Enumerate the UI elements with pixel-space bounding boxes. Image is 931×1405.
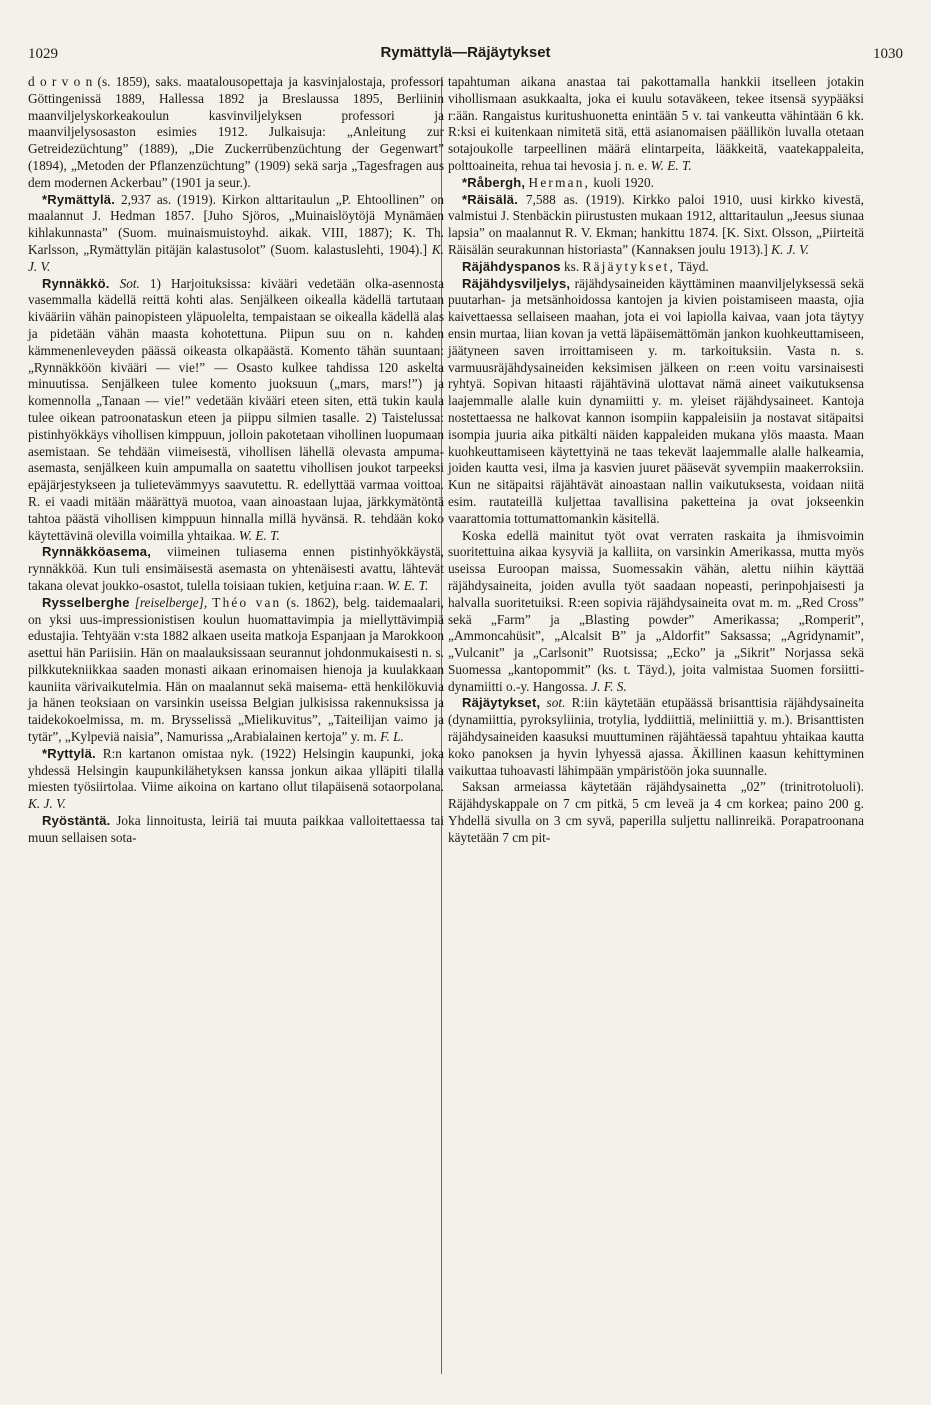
page-number-left: 1029 bbox=[28, 46, 58, 62]
entry-paragraph: Saksan armeiassa käytetään räjähdysainetta „02” (trinitrotoluoli). Räjähdyskappale on 7 cm pitkä, 5 cm leveä ja 4 cm korkea; paino 200 g. Yhdellä sivulla on 3 cm syvä, paperilla suljettu nallinreikä. Porapatroonana käytetään 7 cm pit- bbox=[448, 779, 864, 845]
entry-rynnakko: Rynnäkkö. Sot. 1) Harjoituksissa: kivääri vedetään olka-asennosta vasemmalla kädellä reittä kohti alas. Senjälkeen oikealla kädellä tartutaan kivääriin vähän painopisteen yläpuolelta, tempaistaan se oikealla kädellä alas ja pidetään vähän maasta kohotettuna. Piipun suu on n. kahden kämmenenleveyden päässä oikeasta olkapäästä. Komento tähän suuntaan: „Rynnäkköön kivääri — vie!” — Osasto kulkee tahdissa 120 askelta minuutissa. Senjälkeen tulee komento juoksuun („mars, mars!”) ja komennolla „Tanaan — vie!” vedetään kivääri eteen siten, että tukin kaula tulee oikean patroonataskun eteen ja piippu silmien tasalle. 2) Taistelussa: pistinhyökkäys vihollisen kimppuun, jolloin pakotetaan vihollinen luopumaan asemistaan. Se tehdään viimeisestä, vihollisen lähellä olevasta ampuma-asemasta, senjälkeen kuin ampumalla on saatettu vihollisen joukot tarpeeksi epäjärjestykseen ja tulietevämmyys saavutettu. R. edellyttää varmaa voittoa. R. ei vaadi mitään määrättyä muotoa, vaan ainoastaan lujaa, järkkymätöntä tahtoa päästä vihollisen kimppuun hinnalla millä hyvänsä. R. tehdään koko käytettävinä olevilla voimilla yhtaikaa. W. E. T. bbox=[28, 275, 444, 543]
entry-continuation: d o r v o n (s. 1859), saks. maatalousopettaja ja kasvinjalostaja, professori Göttingenissä 1889, Hallessa 1892 ja Breslaussa 1895, Berliinin maanviljelyskorkeakoulun kasvinviljelyksen professori ja maanviljelysosaston esimies 1912. Julkaisuja: „Anleitung zur Getreidezüchtung” (1889), „Die Zuckerrübenzüchtung der Gegenwart” (1894), „Metoden der Pflanzenzüchtung” (1909) sekä sarja „Tagesfragen aus dem modernen Ackerbau” (1901 ja seur.). bbox=[28, 74, 444, 190]
entry-headword: *Rymättylä. bbox=[42, 191, 116, 207]
author-signature: K. J. V. bbox=[28, 796, 66, 812]
entry-rysselberghe: Rysselberghe [reiselberge], Théo van (s. 1862), belg. taidemaalari, on yksi uus-impressionistisen koulun huomattavimpia ja miellyttävimpiä edustajia. Tehtyään v:sta 1882 alkaen useita matkoja Espanjaan ja Marokkoon asettui hän Pariisiin. Hän on maalauksissaan seurannut johdonmukaisesti n. s. pilkkutekniikkaa saaden monasti aikaan erinomaisen hienoja ja kuulakkaan kauniita värivaikutelmia. Hän on maalannut sekä maisema- että henkilökuvia ja hänen teoksiaan on varsinkin useissa Belgian julkisissa rakennuksissa ja taidekokoelmissa, m. m. Brysselissä „Mielikuvitus”, „Taiteilijan vaimo ja tytär”, „Kylpeviä naisia”, Namurissa „Arabialainen kertoja” y. m. F. L. bbox=[28, 594, 445, 745]
entry-headword: *Ryttylä. bbox=[42, 745, 96, 761]
entry-raisala: *Räisälä. 7,588 as. (1919). Kirkko paloi 1910, uusi kirkko kivestä, valmistui J. Stenbäckin piirustusten mukaan 1912, alttaritaulun „Jeesus siunaa lapsia” on maalannut R. V. Ekman; hankittu 1874. [K. Sixt. Olsson, „Piirteitä Räisälän seurakunnan historiasta” (Kannaksen joulu 1913).] K. J. V. bbox=[448, 191, 864, 257]
entry-continuation: tapahtuman aikana anastaa tai pakottamalla hankkii itselleen jotakin vihollismaan asukkaalta, joka ei kuulu sotaväkeen, tekee itsensä syypääksi r:ään. Rangaistus kuritushuonetta enintään 5 v. tai vankeutta vähintään 6 kk. R:ksi ei kuitenkaan nimitetä sitä, että asianomaisen päällikön luvalla otetaan sotajoukolle tarpeellinen määrä elintarpeita, lääkkeitä, vaatekappaleita, polttoaineita, rehua tai hevosia j. n. e. W. E. T. bbox=[448, 74, 864, 173]
entry-headword: Räjäytykset, bbox=[462, 695, 541, 711]
author-signature: W. E. T. bbox=[387, 577, 429, 593]
entry-paragraph: Koska edellä mainitut työt ovat verraten raskaita ja ihmisvoimin suoritettuina aikaa kysyviä ja kalliita, on varsinkin Amerikassa, mutta myös useissa Euroopan maissa, Suomessakin vähän, alettu niihin käyttää räjähdysaineita, joiden avulla työt saadaan nopeasti, perinpohjaisesti ja halvalla suoritetuiksi. R:een sopivia räjähdysaineita ovat m. m. „Red Cross” sekä „Farm” ja „Blasting powder” Amerikassa; „Romperit”, „Ammoncahüsit”, „Alcalsit B” ja „Aldorfit” Saksassa; „Agridynamit”, „Vulcanit” ja „Carlsonit” Ruotsissa; „Ecko” ja „Sikrit” Norjassa sekä Suomessa „kantopommit” (ks. t. Täyd.), joita valmistaa Suomen forsiitti-dynamiitti o.-y. Hangossa. J. F. S. bbox=[448, 527, 864, 694]
entry-rajahdyspanos: Räjähdyspanos ks. Räjäytykset, Täyd. bbox=[462, 258, 709, 274]
left-column bbox=[28, 74, 444, 847]
author-signature: W. E. T. bbox=[650, 157, 692, 173]
entry-headword: Rysselberghe bbox=[42, 594, 130, 610]
entry-rabergh: *Råbergh, Herman, kuoli 1920. bbox=[462, 174, 654, 190]
entry-ryttyla: *Ryttylä. R:n kartanon omistaa nyk. (1922) Helsingin kaupunki, joka yhdessä Helsingin kaupunkilähetyksen kanssa jonkun aikaa ylläpiti tilalla miesten työsiirtolaa. Viime aikoina on kartano ollut tilapäisenä sotaorpolana. K. J. V. bbox=[28, 745, 444, 812]
author-signature: K. J. V. bbox=[771, 241, 809, 257]
entry-headword: Räjähdysviljelys, bbox=[462, 275, 571, 291]
page-header bbox=[28, 40, 903, 70]
entry-headword: *Räisälä. bbox=[462, 191, 519, 207]
author-signature: K. J. V. bbox=[28, 241, 445, 274]
author-signature: W. E. T. bbox=[238, 527, 280, 543]
author-signature: J. F. S. bbox=[591, 678, 627, 694]
cross-reference-link[interactable]: Räjäytykset, bbox=[582, 258, 676, 274]
entry-rymattyla: *Rymättylä. 2,937 as. (1919). Kirkon alttaritaulun „P. Ehtoollinen” on maalannut J. Hedman 1857. [Juho Sjöros, „Muinaislöytöjä Mynämäen kihlakunnasta” (Suom. muinaismuistoyhd. aikak. VIII, 1887); K. Th. Karlsson, „Rymättylän pitäjän kalastusolot” (Suom. kalastuslehti, 1904).] K. J. V. bbox=[28, 191, 445, 274]
author-signature: F. L. bbox=[380, 729, 404, 745]
entry-headword: Räjähdyspanos bbox=[462, 258, 561, 274]
entry-headword: Rynnäkkö. bbox=[42, 275, 110, 291]
entry-ryostanta: Ryöstäntä. Joka linnoitusta, leiriä tai muuta paikkaa valloitettaessa tai muun sellaisen sota- bbox=[28, 813, 445, 845]
entry-rajahdysviljelys: Räjähdysviljelys, räjähdysaineiden käyttäminen maanviljelyksessä sekä puutarhan- ja metsänhoidossa kantojen ja kivien poistamiseen maasta, ojia kaivettaessa sellaiseen maahan, jota ei voi lapiolla kaivaa, vaan jota täytyy ensin murtaa, liian kovan ja vettä läpäisemättömän jankon kuohkeuttamiseen, jäätyneen saven irroittamiseen y. m. tarkoituksiin. Vasta n. s. varmuusräjähdysaineiden keksimisen jälkeen on r:een voitu varsinaisesti ryhtyä. Sopivan hitaasti räjähtävinä ulottavat nämä aineet vaikutuksensa laajemmalle alalle kuin dynamiitti y. m. yleiset räjähdysaineet. Kantoja nostettaessa ne halkovat kannon isompiin kappaleisiin ja nostavat sitäpaitsi isompia juuria aika pitkälti näiden kappaleiden mukana ylös maasta. Maan kuohkeuttamiseen käytettyinä ne taas tekevät laajemmalle alalle halkeamia, joiden kautta vesi, ilma ja kasvien juuret pääsevät syvempiin maakerroksiin. Kun ne sitäpaitsi räjähtävät ainoastaan nallin vaikutuksesta, voidaan niitä esim. rautateillä kuljettaa tavallisina paketteina ja ovat jokseenkin vaarattomia tottumattomankin käsitellä. bbox=[448, 275, 864, 526]
entry-headword: Ryöstäntä. bbox=[42, 813, 111, 829]
entry-headword: Rynnäkköasema, bbox=[42, 544, 152, 560]
entry-rajaytykset: Räjäytykset, sot. R:iin käytetään etupäässä brisanttisia räjähdysaineita (dynamiittia, pyroksyliinia, trotylia, lyddiittiä, meliniittiä y. m.). Brisanttisten räjähdysaineiden kaasuksi muuttuminen räjähtäessä tapahtuu yhtaikaa kautta koko panoksen ja hyvin lyhyessä ajassa. Äkillinen kaasun kehittyminen vaikuttaa tuhoavasti lähimpään ympäristöön joka suunnalle. bbox=[448, 695, 865, 778]
entry-headword: *Råbergh, bbox=[462, 174, 526, 190]
running-title: Rymättylä—Räjäytykset bbox=[380, 44, 551, 61]
entry-rynnakkoasema: Rynnäkköasema, viimeinen tuliasema ennen pistinhyökkäystä, rynnäkköä. Kun tuli ensimäisestä asemasta on yhtenäisesti avattu, lähtevät takana olevat joukko-osastot, tulella toisiaan tukien, ketjuina r:aan. W. E. T. bbox=[28, 544, 445, 593]
page-number-right: 1030 bbox=[873, 46, 903, 62]
right-column bbox=[448, 74, 864, 847]
